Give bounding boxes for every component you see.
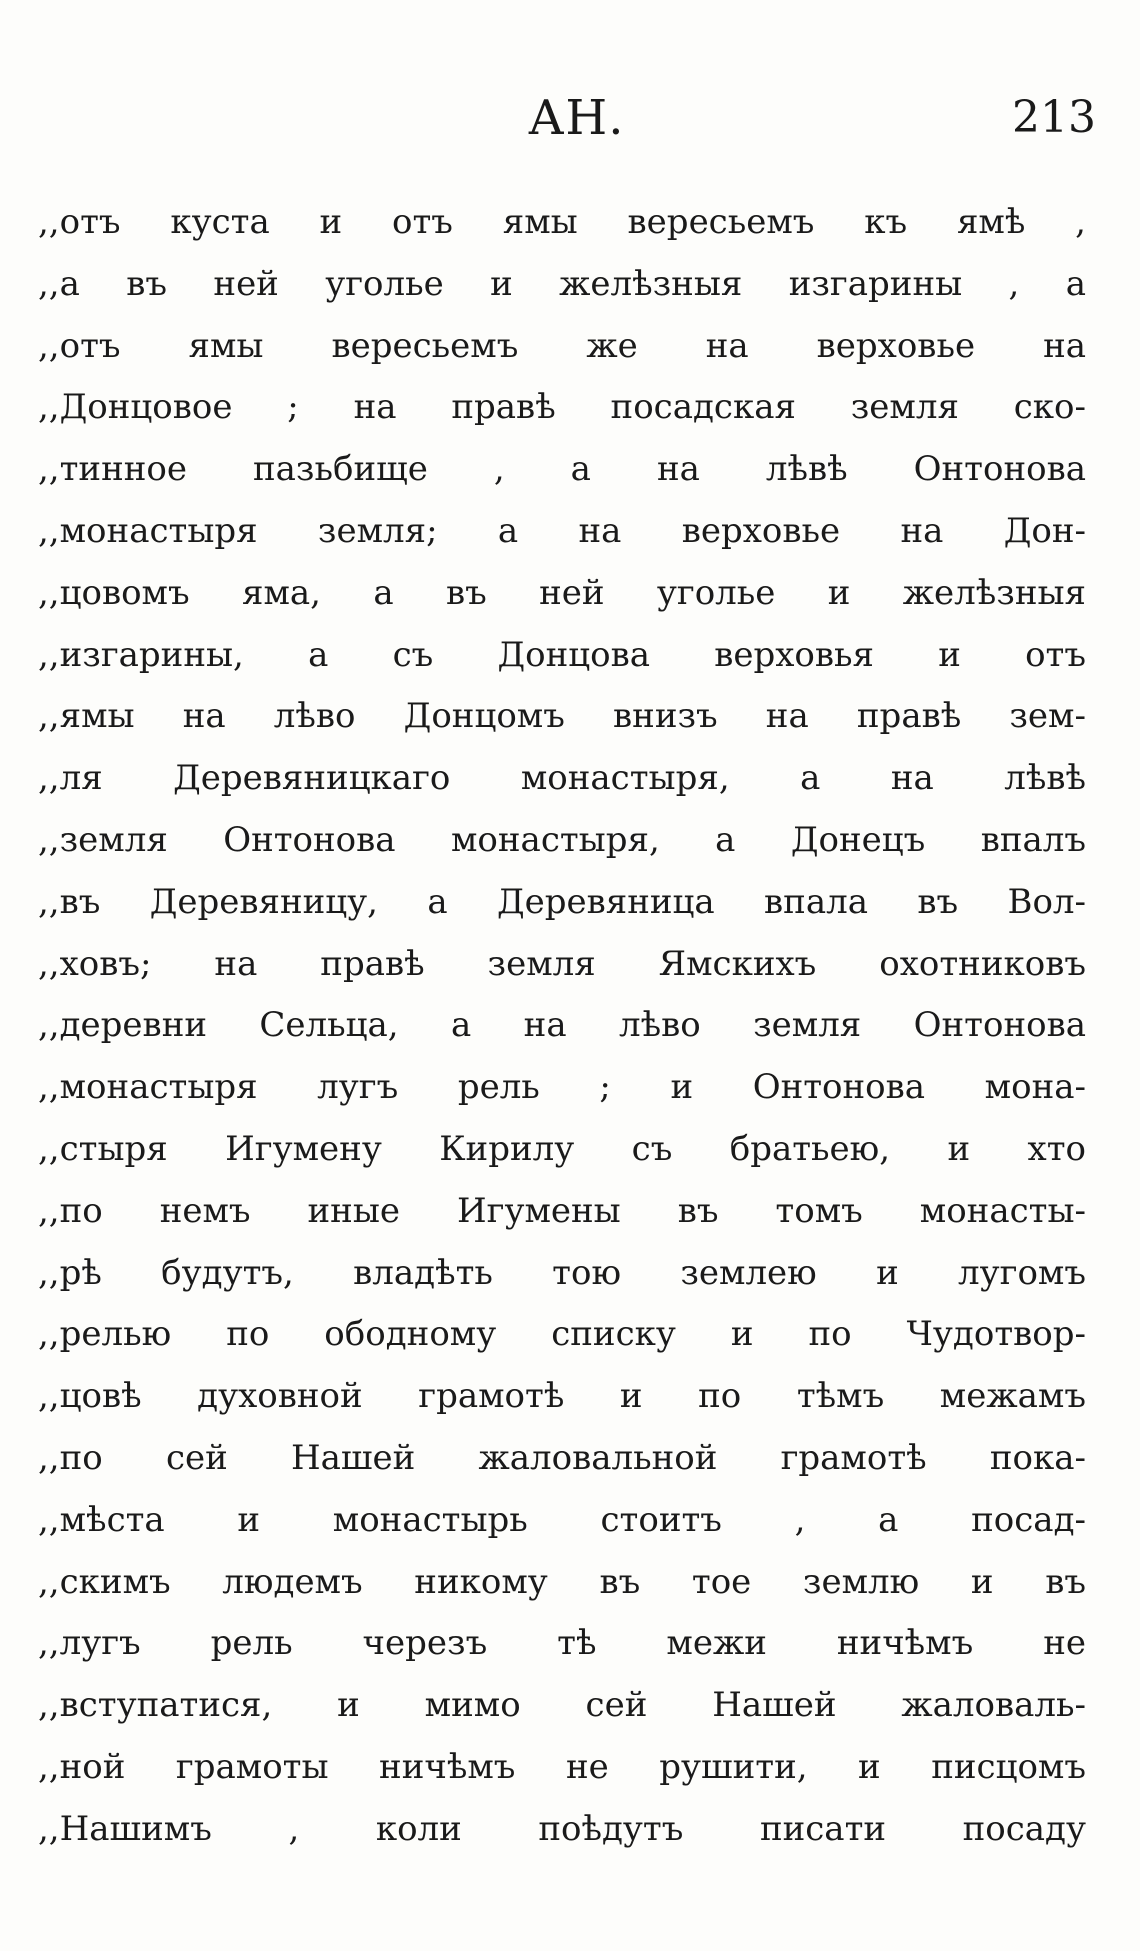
text-line: ,,а въ ней уголье и желѣзныя изгарины , а [38,263,1086,304]
text-line: ,,цовомъ яма, а въ ней уголье и желѣзныя [38,572,1086,613]
text-line: ,,изгарины, а съ Донцова верховья и отъ [38,634,1086,675]
text-line: ,,по немъ иные Игумены въ томъ монасты- [38,1190,1086,1231]
text-line: ,,скимъ людемъ никому въ тое землю и въ [38,1561,1086,1602]
text-line: ,,лугъ рель черезъ тѣ межи ничѣмъ не [38,1623,1086,1664]
text-line: ,,ямы на лѣво Донцомъ внизъ на правѣ зем- [38,696,1086,737]
text-line: ,,вступатися, и мимо сей Нашей жаловаль- [38,1685,1086,1726]
text-line: ,,Нашимъ , коли поѣдутъ писати посаду [38,1808,1086,1849]
running-head: АН. [528,90,625,146]
text-line: ,,рѣ будутъ, владѣть тою землею и лугомъ [38,1252,1086,1293]
page-number: 213 [1012,92,1096,143]
text-line: ,,монастыря лугъ рель ; и Онтонова мона- [38,1067,1086,1108]
text-body [38,192,1086,1861]
text-line: ,,тинное пазьбище , а на лѣвѣ Онтонова [38,449,1086,490]
text-line: ,,деревни Сельца, а на лѣво земля Онтонова [38,1005,1086,1046]
text-line: ,,отъ ямы вересьемъ же на верховье на [38,325,1086,366]
text-line: ,,стыря Игумену Кирилу съ братьею, и хто [38,1128,1086,1169]
text-line: ,,ля Деревяницкаго монастыря, а на лѣвѣ [38,758,1086,799]
text-line: ,,релью по ободному списку и по Чудотвор- [38,1314,1086,1355]
text-line: ,,въ Деревяницу, а Деревяница впала въ Вол- [38,881,1086,922]
text-line: ,,ной грамоты ничѣмъ не рушити, и писцомъ [38,1746,1086,1787]
text-line: ,,земля Онтонова монастыря, а Донецъ впалъ [38,819,1086,860]
text-line: ,,отъ куста и отъ ямы вересьемъ къ ямѣ , [38,202,1086,242]
text-line: ,,монастыря земля; а на верховье на Дон- [38,510,1086,551]
text-line: ,,мѣста и монастырь стоитъ , а посад- [38,1499,1086,1540]
text-line: ,,цовѣ духовной грамотѣ и по тѣмъ межамъ [38,1376,1086,1417]
text-line: ,,ховъ; на правѣ земля Ямскихъ охотниковъ [38,943,1086,984]
text-line: ,,Донцовое ; на правѣ посадская земля ско- [38,387,1086,428]
text-line: ,,по сей Нашей жаловальной грамотѣ пока- [38,1437,1086,1478]
